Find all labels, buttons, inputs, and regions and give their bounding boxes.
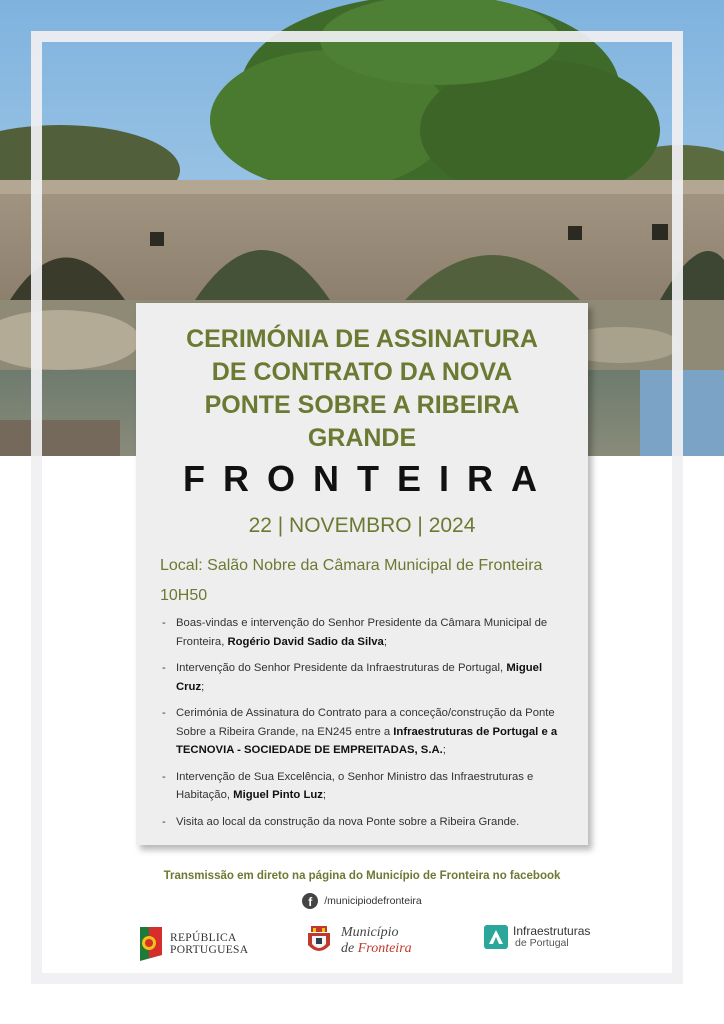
republica-portuguesa-logo xyxy=(138,925,248,963)
program-item xyxy=(162,813,566,832)
flag-emblem-icon xyxy=(138,925,164,963)
program-text: Boas-vindas e intervenção do Senhor Presidente da Câmara Municipal de Fronteira, xyxy=(176,617,548,648)
title-line: GRANDE xyxy=(307,424,417,452)
bullet-dash: - xyxy=(162,770,166,783)
program-item xyxy=(162,614,566,651)
ip-line2: de Portugal xyxy=(515,937,569,949)
municipio-line2 xyxy=(341,941,412,957)
live-stream-note: Transmissão em direto na página do Município de Fronteira no facebook xyxy=(163,870,561,882)
municipio-name: Fronteira xyxy=(357,941,412,956)
title-line: CERIMÓNIA DE ASSINATURA xyxy=(186,325,538,353)
program-item xyxy=(162,659,566,696)
program-bold: Rogério David Sadio da Silva xyxy=(227,635,384,648)
event-date: 22 | NOVEMBRO | 2024 xyxy=(248,514,476,537)
city-name: FRONTEIRA xyxy=(183,458,555,499)
program-bold: Miguel Cruz xyxy=(176,662,543,693)
program-end: ; xyxy=(442,744,446,756)
event-location: Local: Salão Nobre da Câmara Municipal de Fronteira xyxy=(160,557,543,574)
program-bold: Infraestruturas de Portugal e a TECNOVIA - SOCIEDADE DE EMPREITADAS, S.A. xyxy=(176,725,558,756)
republica-line1: REPÚBLICA xyxy=(170,932,237,944)
republica-line2: PORTUGUESA xyxy=(170,944,249,956)
ip-line1: Infraestruturas xyxy=(513,924,591,938)
facebook-icon[interactable]: f xyxy=(302,893,318,909)
ip-text xyxy=(513,925,590,949)
program-end: ; xyxy=(201,680,205,693)
infraestruturas-portugal-logo xyxy=(484,925,590,949)
program-text: Visita ao local da construção da nova Ponte sobre a Ribeira Grande. xyxy=(176,815,520,828)
coat-of-arms-icon xyxy=(305,925,333,957)
facebook-link[interactable] xyxy=(0,893,724,909)
ip-logo-icon xyxy=(484,925,508,949)
municipio-prefix: de xyxy=(341,941,358,956)
facebook-handle[interactable]: /municipiodefronteira xyxy=(324,895,422,907)
bullet-dash: - xyxy=(162,662,166,674)
program-end: ; xyxy=(383,635,387,648)
program-item xyxy=(162,768,566,805)
republica-text xyxy=(170,932,248,956)
program-text: Intervenção do Senhor Presidente da Infraestruturas de Portugal, xyxy=(176,662,507,674)
event-title xyxy=(136,323,588,455)
program-text: Intervenção de Sua Excelência, o Senhor Ministro das Infraestruturas e Habitação, xyxy=(176,770,534,801)
program-list xyxy=(162,614,566,839)
municipio-fronteira-logo xyxy=(305,925,412,957)
program-bold: Miguel Pinto Luz xyxy=(233,789,323,801)
event-time: 10H50 xyxy=(160,587,208,604)
municipio-line1: Município xyxy=(341,925,399,940)
event-panel xyxy=(136,303,588,845)
municipio-text xyxy=(341,925,412,957)
bullet-dash: - xyxy=(162,815,166,828)
program-item xyxy=(162,704,566,760)
program-end: ; xyxy=(322,789,327,801)
program-text: Cerimónia de Assinatura do Contrato para a conceção/construção da Ponte Sobre a Ribeira Grande, na EN245 entre a xyxy=(176,707,555,738)
bullet-dash: - xyxy=(162,617,166,629)
title-line: PONTE SOBRE A RIBEIRA xyxy=(204,391,520,419)
bullet-dash: - xyxy=(162,707,166,719)
title-line: DE CONTRATO DA NOVA xyxy=(211,358,513,386)
